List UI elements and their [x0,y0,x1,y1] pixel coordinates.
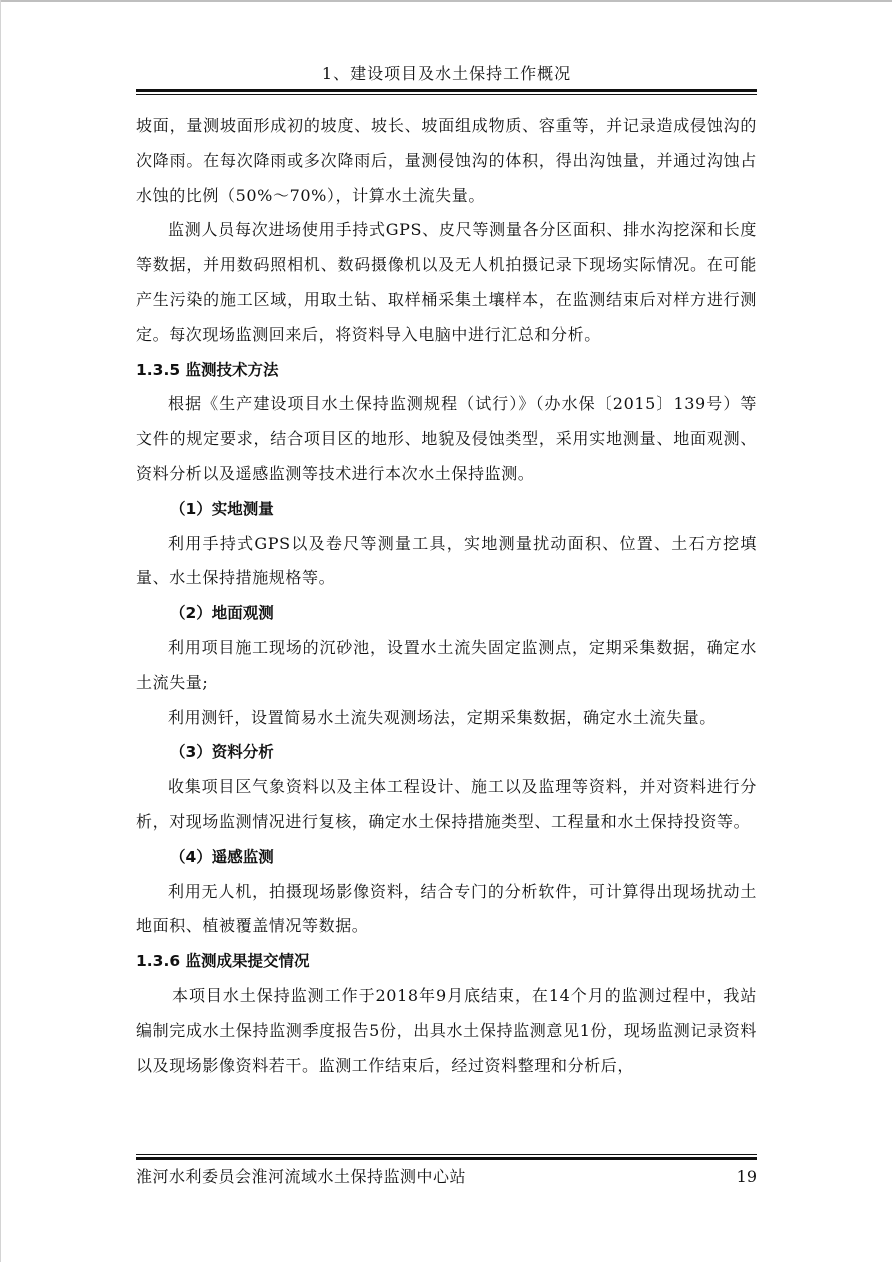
page-left-edge [0,0,1,1262]
section-heading-1-3-6: 1.3.6 监测成果提交情况 [136,952,310,971]
paragraph-data-analysis: 收集项目区气象资料以及主体工程设计、施工以及监理等资料，并对资料进行分析，对现场监测情况进行复核，确定水土保持措施类型、工程量和水土保持投资等。 [136,777,757,831]
running-header-title: 1、建设项目及水土保持工作概况 [321,64,572,83]
footer-rule-thick [136,1157,757,1160]
paragraph-field-survey: 利用手持式GPS以及卷尺等测量工具，实地测量扰动面积、位置、土石方挖填量、水土保持措施规格等。 [136,533,757,588]
page-top-edge [0,0,892,2]
paragraph-erosion-gully: 坡面，量测坡面形成初的坡度、坡长、坡面组成物质、容重等，并记录造成侵蚀沟的次降雨。在每次降雨或多次降雨后，量测侵蚀沟的体积，得出沟蚀量，并通过沟蚀占水蚀的比例（50%～70%），计算水土流失量。 [136,116,757,205]
paragraph-monitoring-methods: 根据《生产建设项目水土保持监测规程（试行）》（办水保〔2015〕139号）等文件的规定要求，结合项目区的地形、地貌及侵蚀类型，采用实地测量、地面观测、资料分析以及遥感监测等技术进行本次水土保持监测。 [136,394,757,483]
page-number: 19 [736,1167,757,1186]
section-heading-1-3-5: 1.3.5 监测技术方法 [136,360,279,379]
paragraph-remote-sensing: 利用无人机，拍摄现场影像资料，结合专门的分析软件，可计算得出现场扰动土地面积、植被覆盖情况等数据。 [136,881,757,936]
footer-rule-thin [136,1154,757,1155]
paragraph-results-submission: 本项目水土保持监测工作于2018年9月底结束，在14个月的监测过程中，我站编制完成水土保持监测季度报告5份，出具水土保持监测意见1份，现场监测记录资料以及现场影像资料若干。监测工作结束后，经过资料整理和分析后， [136,985,757,1075]
subheading-remote-sensing: （4）遥感监测 [170,847,274,866]
subheading-field-survey: （1）实地测量 [170,499,274,518]
header-rule-thin [136,94,757,95]
paragraph-erosion-pins: 利用测钎，设置简易水土流失观测场法，定期采集数据，确定水土流失量。 [168,707,716,727]
subheading-data-analysis: （3）资料分析 [170,743,274,762]
subheading-ground-observation: （2）地面观测 [170,604,274,623]
footer-organization: 淮河水利委员会淮河流域水土保持监测中心站 [136,1167,467,1186]
paragraph-field-measurement: 监测人员每次进场使用手持式GPS、皮尺等测量各分区面积、排水沟挖深和长度等数据，并用数码照相机、数码摄像机以及无人机拍摄记录下现场实际情况。在可能产生污染的施工区域，用取土钻、取样桶采集土壤样本，在监测结束后对样方进行测定。每次现场监测回来后，将资料导入电脑中进行汇总和分析。 [136,220,757,344]
header-rule-thick [136,89,757,92]
paragraph-sedimentation-tank: 利用项目施工现场的沉砂池，设置水土流失固定监测点，定期采集数据，确定水土流失量; [136,637,757,692]
page-body [136,109,757,1083]
